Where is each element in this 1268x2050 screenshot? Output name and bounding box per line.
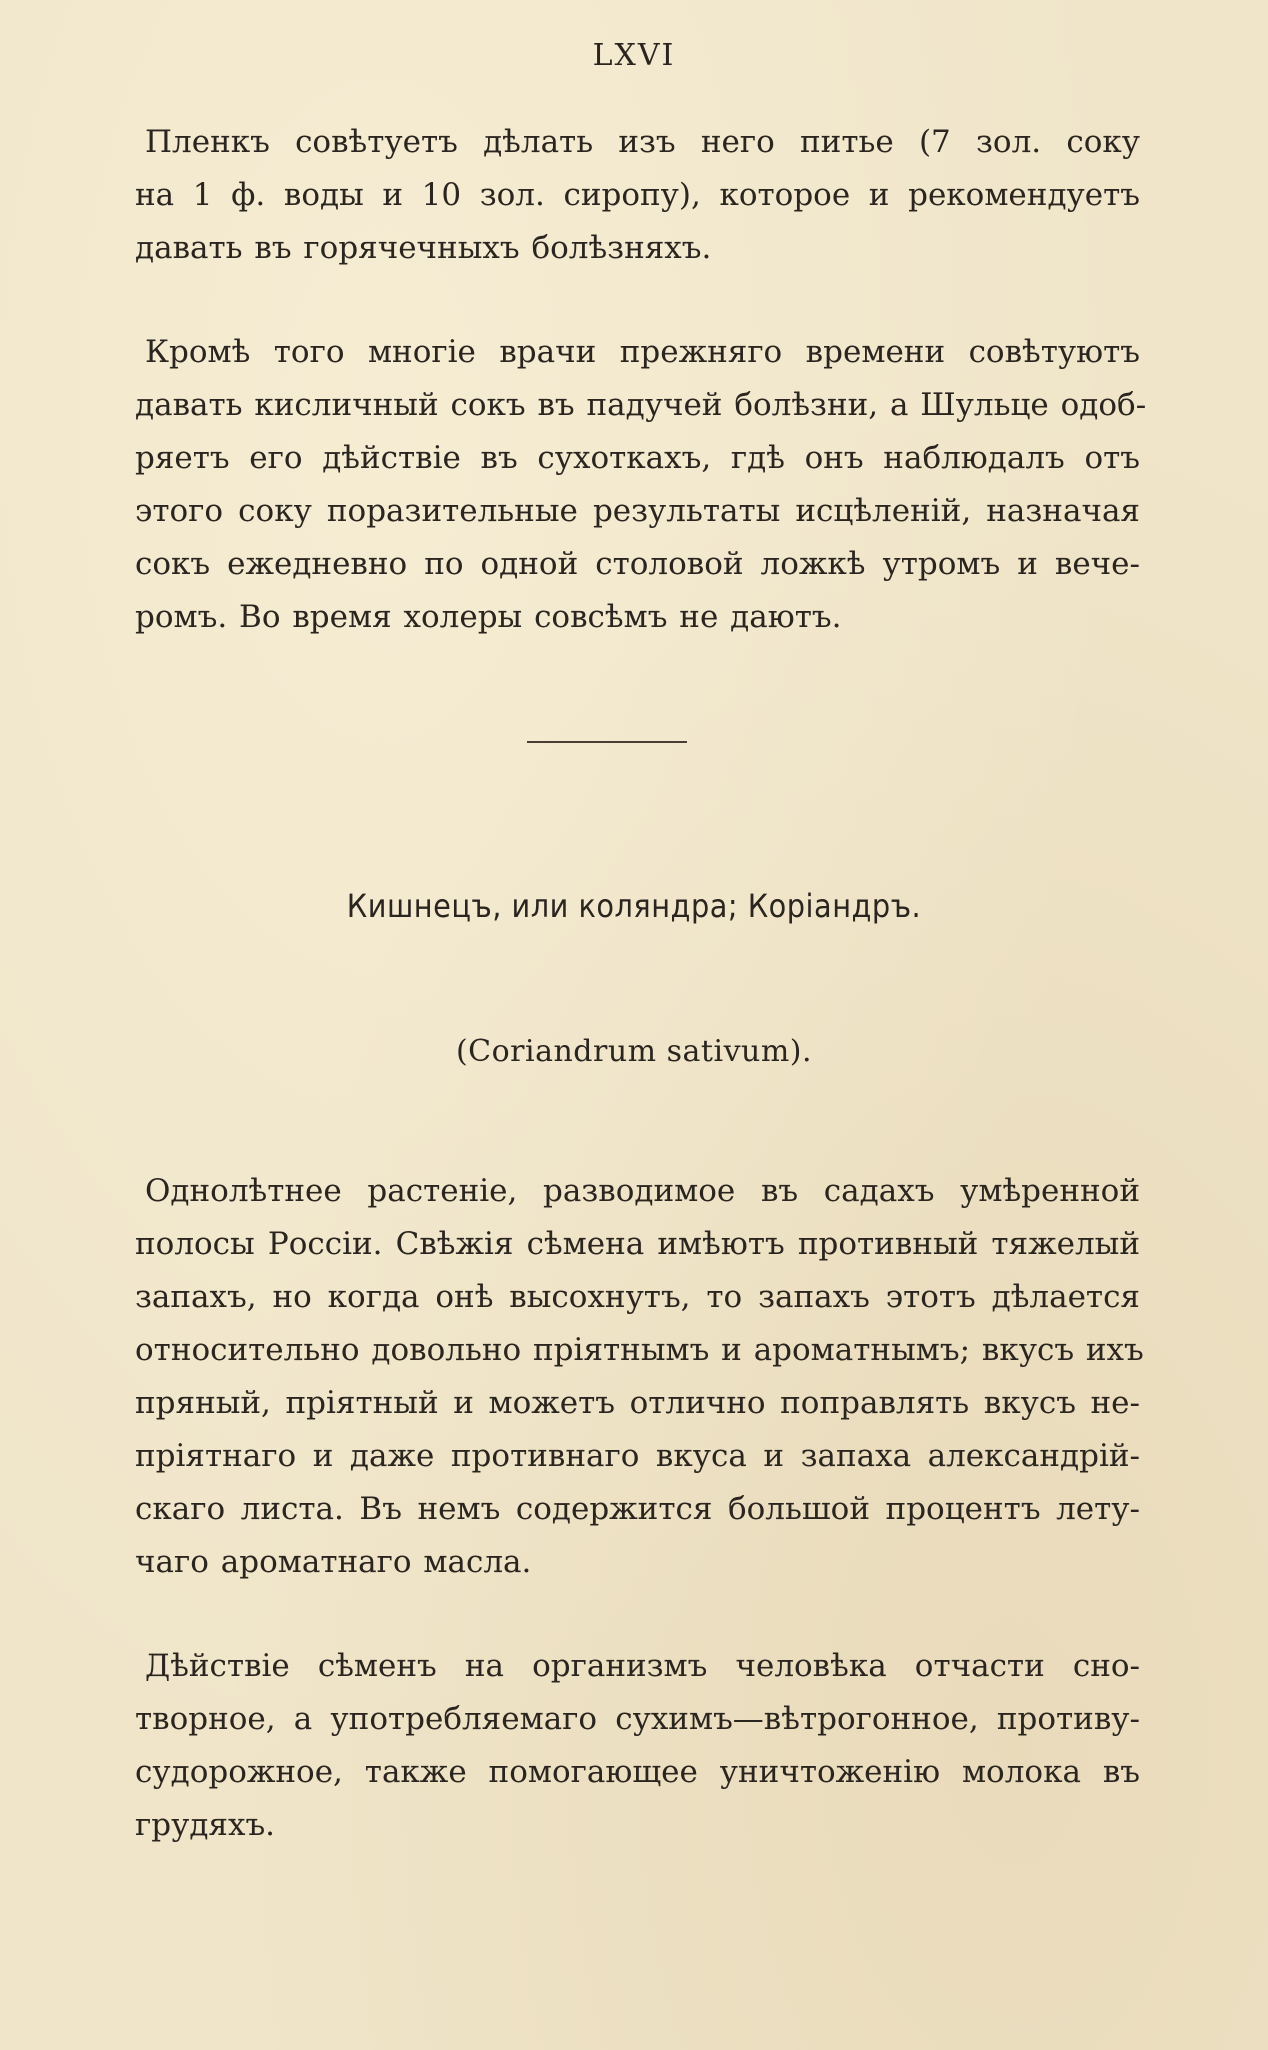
paragraph-line: грудяхъ.	[135, 1807, 276, 1843]
paragraph-line: пряный, пріятный и можетъ отлично поправлять вкусъ не-	[135, 1385, 1140, 1421]
paragraph-line: ряетъ его дѣйствіе въ сухоткахъ, гдѣ онъ наблюдалъ отъ	[135, 440, 1140, 476]
paragraph-line: судорожное, также помогающее уничтоженію молока въ	[135, 1754, 1140, 1790]
paragraph-line: творное, а употребляемаго сухимъ—вѣтрогонное, противу-	[135, 1701, 1140, 1737]
paragraph-line: Кромѣ того многіе врачи прежняго времени совѣтуютъ	[145, 334, 1140, 370]
paragraph-3	[135, 1165, 1144, 1589]
paragraph-1	[135, 116, 1140, 275]
page-number: LXVI	[592, 38, 676, 73]
paragraph-2	[135, 326, 1147, 644]
paragraph-line: ромъ. Во время холеры совсѣмъ не даютъ.	[135, 599, 842, 635]
section-divider	[527, 741, 687, 743]
paragraph-line: запахъ, но когда онѣ высохнутъ, то запахъ этотъ дѣлается	[135, 1279, 1140, 1315]
paragraph-line: Однолѣтнее растеніе, разводимое въ садахъ умѣренной	[145, 1173, 1140, 1209]
paragraph-4	[135, 1640, 1140, 1852]
paragraph-line: давать кисличный сокъ въ падучей болѣзни, а Шульце одоб-	[135, 387, 1147, 423]
paragraph-line: сокъ ежедневно по одной столовой ложкѣ утромъ и вече-	[135, 546, 1140, 582]
paragraph-line: чаго ароматнаго масла.	[135, 1544, 532, 1580]
latin-name: (Coriandrum sativum).	[455, 1034, 813, 1069]
paragraph-line: Дѣйствіе сѣменъ на организмъ человѣка отчасти сно-	[145, 1648, 1140, 1684]
paragraph-line: пріятнаго и даже противнаго вкуса и запаха александрій-	[135, 1438, 1140, 1474]
paragraph-line: на 1 ф. воды и 10 зол. сиропу), которое и рекомендуетъ	[135, 177, 1140, 213]
section-heading: Кишнецъ, или коляндра; Коріандръ.	[346, 887, 922, 925]
paragraph-line: этого соку поразительные результаты исцѣленій, назначая	[135, 493, 1140, 529]
paragraph-line: полосы Россіи. Свѣжія сѣмена имѣютъ противный тяжелый	[135, 1226, 1140, 1262]
paragraph-line: скаго листа. Въ немъ содержится большой процентъ лету-	[135, 1491, 1140, 1527]
paragraph-line: относительно довольно пріятнымъ и ароматнымъ; вкусъ ихъ	[135, 1332, 1144, 1368]
paragraph-line: Пленкъ совѣтуетъ дѣлать изъ него питье (7 зол. соку	[145, 124, 1140, 160]
paragraph-line: давать въ горячечныхъ болѣзняхъ.	[135, 230, 712, 266]
